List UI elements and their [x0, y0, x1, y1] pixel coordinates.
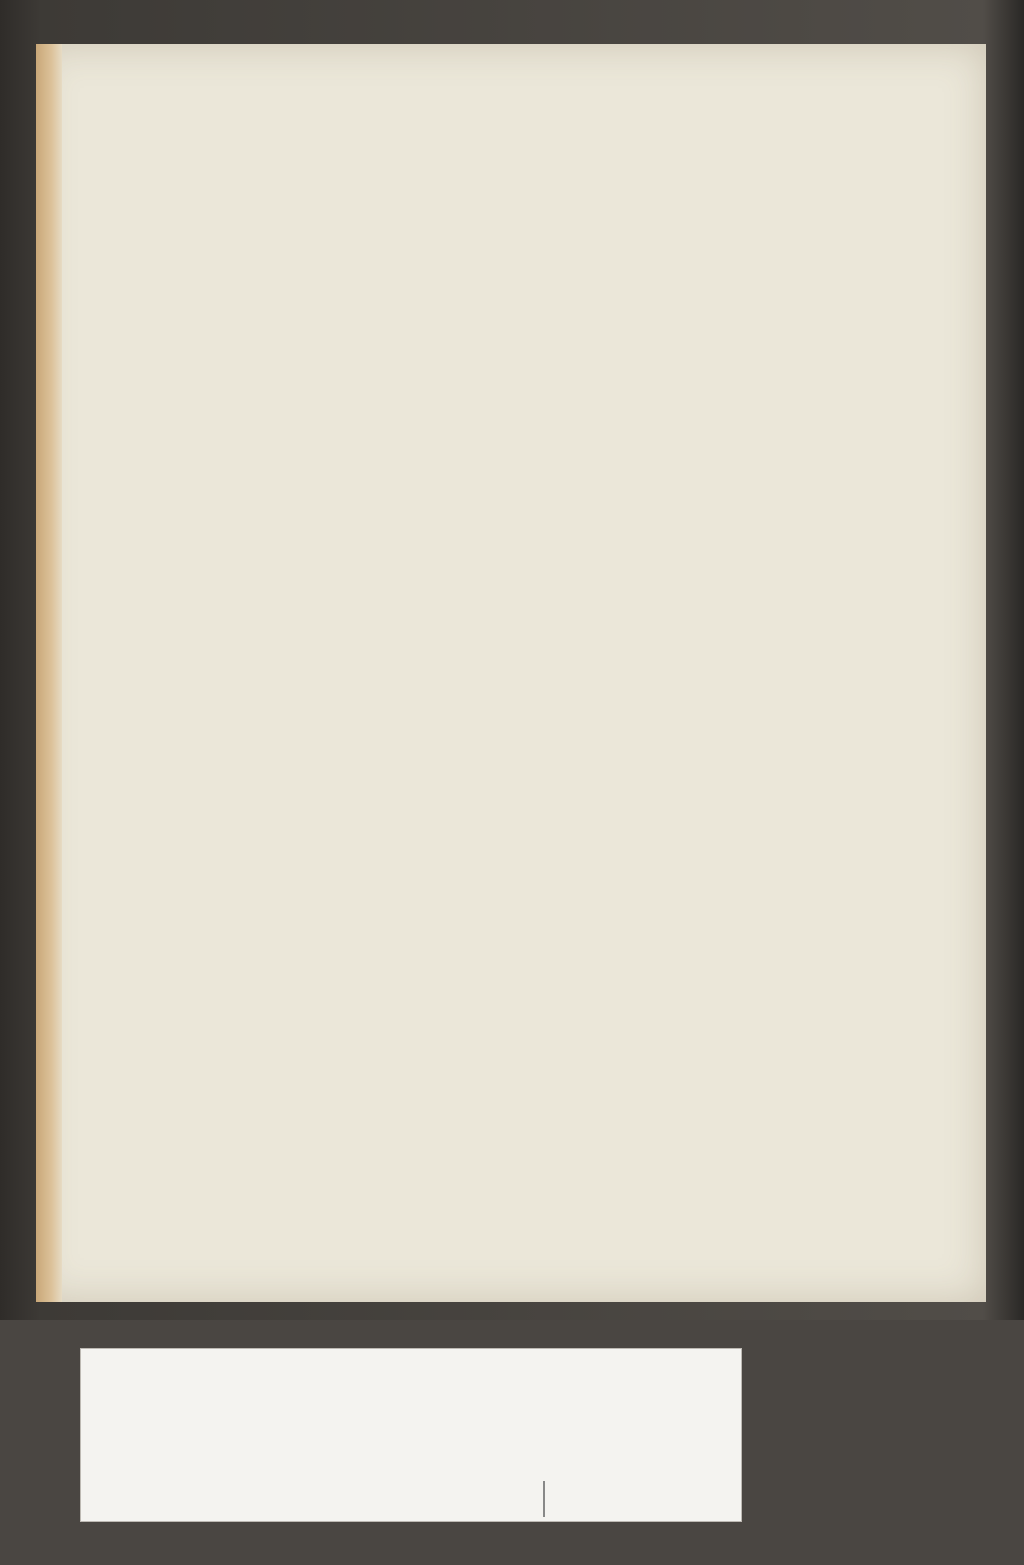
library-color-bar: [80, 1348, 742, 1522]
page-text-block: [285, 126, 965, 168]
page-header: [285, 126, 965, 160]
call-number: [421, 1481, 545, 1517]
book-page: [36, 44, 986, 1302]
page-gutter-edge: [36, 44, 62, 1302]
scale-ruler: [97, 1409, 347, 1453]
